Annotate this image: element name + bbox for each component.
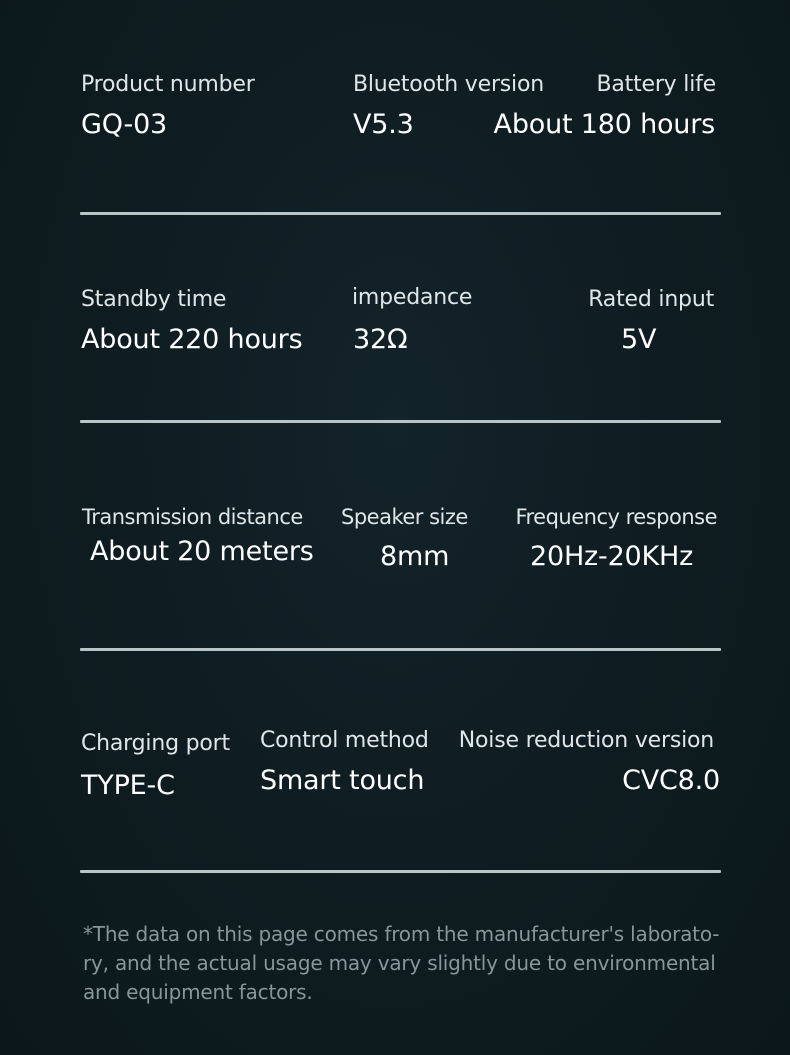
divider	[80, 420, 721, 423]
spec-label-noise-reduction-version: Noise reduction version	[458, 728, 714, 753]
footnote-line: and equipment factors.	[83, 980, 313, 1004]
footnote-line: *The data on this page comes from the manufacturer's laborato-	[83, 922, 720, 946]
spec-value-charging-port: TYPE-C	[81, 770, 175, 801]
spec-value-bluetooth-version: V5.3	[353, 109, 414, 140]
spec-label-rated-input: Rated input	[588, 287, 714, 312]
footnote-line: ry, and the actual usage may vary slightly due to environmental	[83, 951, 716, 975]
spec-value-frequency-response: 20Hz-20KHz	[530, 541, 694, 572]
spec-value-control-method: Smart touch	[260, 765, 425, 796]
spec-value-standby-time: About 220 hours	[81, 324, 303, 355]
divider	[80, 648, 721, 651]
spec-label-control-method: Control method	[260, 728, 429, 753]
spec-label-standby-time: Standby time	[81, 287, 227, 312]
disclaimer-footnote	[83, 920, 723, 1007]
spec-value-battery-life: About 180 hours	[493, 109, 715, 140]
spec-value-product-number: GQ-03	[81, 109, 168, 140]
spec-value-transmission-distance: About 20 meters	[90, 536, 314, 567]
spec-value-rated-input: 5V	[621, 324, 657, 355]
spec-label-transmission-distance: Transmission distance	[82, 505, 303, 529]
divider	[80, 212, 721, 215]
spec-label-product-number: Product number	[81, 72, 255, 97]
spec-label-bluetooth-version: Bluetooth version	[353, 72, 544, 97]
spec-value-impedance: 32Ω	[353, 324, 408, 355]
spec-label-battery-life: Battery life	[596, 72, 716, 97]
spec-label-frequency-response: Frequency response	[515, 505, 717, 529]
spec-label-charging-port: Charging port	[81, 731, 230, 756]
divider	[80, 870, 721, 873]
spec-value-speaker-size: 8mm	[380, 541, 450, 572]
spec-label-impedance: impedance	[352, 285, 473, 310]
spec-label-speaker-size: Speaker size	[341, 505, 468, 529]
spec-value-noise-reduction-version: CVC8.0	[622, 765, 720, 796]
